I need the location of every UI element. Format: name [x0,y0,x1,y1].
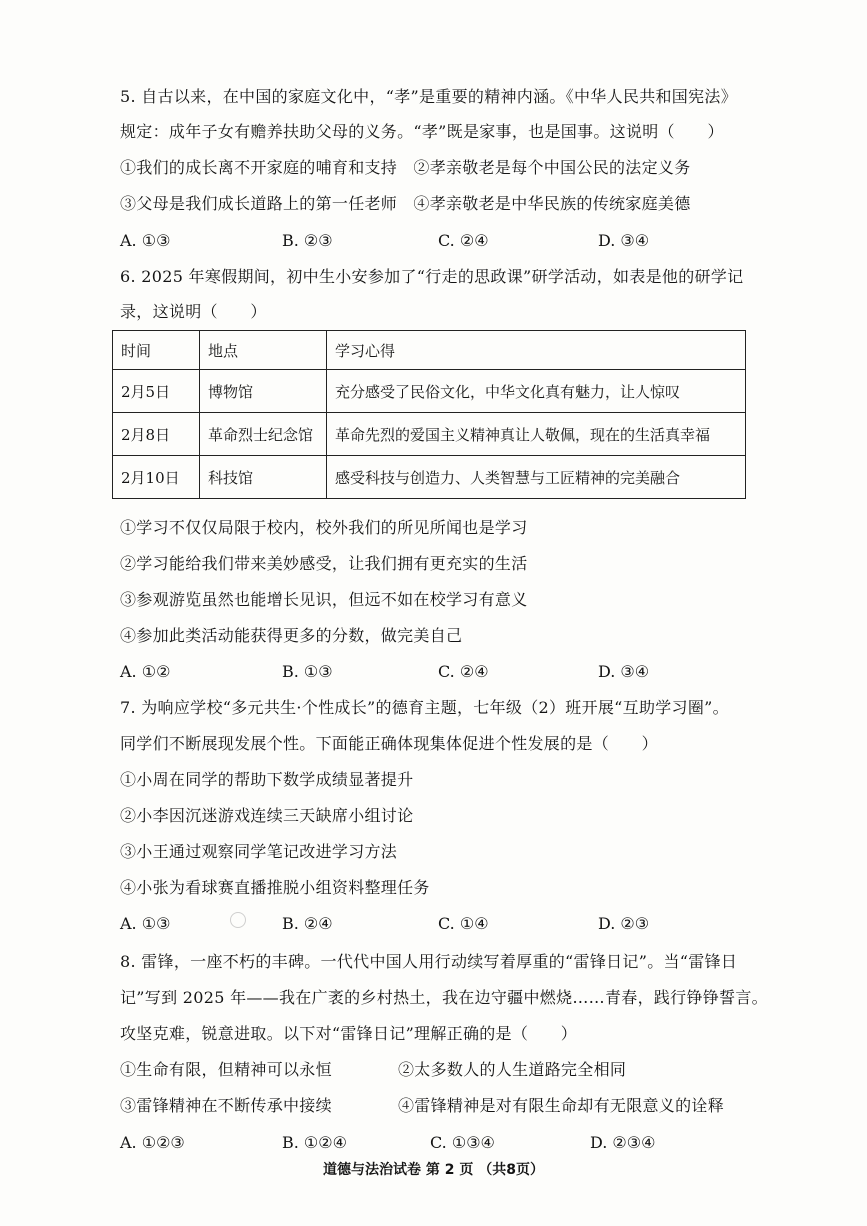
q7-statement-2: ②小李因沉迷游戏连续三天缺席小组讨论 [120,806,414,825]
q7-stem-line2: 同学们不断展现发展个性。下面能正确体现集体促进个性发展的是（ ） [120,734,658,753]
table-header-row [113,331,746,370]
q5-stem-line2: 规定：成年子女有赡养扶助父母的义务。“孝”既是家事，也是国事。这说明（ ） [120,122,724,141]
q8-statement-3: ③雷锋精神在不断传承中接续 [120,1096,332,1115]
q6-statement-3: ③参观游览虽然也能增长见识，但远不如在校学习有意义 [120,590,528,609]
q6-option-d[interactable]: D. ③④ [598,662,650,681]
q8-stem-line1: 8. 雷锋，一座不朽的丰碑。一代代中国人用行动续写着厚重的“雷锋日记”。当“雷锋日 [120,952,738,971]
table-cell-place: 革命烈士纪念馆 [200,413,327,456]
table-cell-time: 2月10日 [113,456,200,499]
q5-stem-line1: 5. 自古以来，在中国的家庭文化中，“孝”是重要的精神内涵。《中华人民共和国宪法》 [120,87,738,106]
faint-stamp-mark [230,912,246,928]
table-row [113,370,746,413]
q7-stem-line1: 7. 为响应学校“多元共生·个性成长”的德育主题，七年级（2）班开展“互助学习圈”。 [120,698,729,717]
q7-statement-3: ③小王通过观察同学笔记改进学习方法 [120,842,398,861]
q5-option-a[interactable]: A. ①③ [120,231,171,250]
table-cell-notes: 革命先烈的爱国主义精神真让人敬佩，现在的生活真幸福 [327,413,746,456]
q6-statement-4: ④参加此类活动能获得更多的分数，做完美自己 [120,626,463,645]
q7-option-b[interactable]: B. ②④ [282,914,333,933]
q8-statement-4: ④雷锋精神是对有限生命却有无限意义的诠释 [398,1096,725,1115]
q6-statement-2: ②学习能给我们带来美妙感受，让我们拥有更充实的生活 [120,554,528,573]
q6-option-a[interactable]: A. ①② [120,662,171,681]
q5-statements-line1: ①我们的成长离不开家庭的哺育和支持 ②孝亲敬老是每个中国公民的法定义务 [120,158,691,177]
q5-option-d[interactable]: D. ③④ [598,231,650,250]
table-row [113,456,746,499]
q5-option-b[interactable]: B. ②③ [282,231,333,250]
table-cell-notes: 感受科技与创造力、人类智慧与工匠精神的完美融合 [327,456,746,499]
q7-option-d[interactable]: D. ②③ [598,914,650,933]
q7-statement-4: ④小张为看球赛直播推脱小组资料整理任务 [120,878,430,897]
q6-stem-line2: 录，这说明（ ） [120,302,267,321]
q8-option-b[interactable]: B. ①②④ [282,1133,347,1152]
q8-stem-line3: 攻坚克难，锐意进取。以下对“雷锋日记”理解正确的是（ ） [120,1024,578,1043]
q6-stem-line1: 6. 2025 年寒假期间，初中生小安参加了“行走的思政课”研学活动，如表是他的研学记 [120,267,744,286]
table-header-notes: 学习心得 [327,331,746,370]
q7-statement-1: ①小周在同学的帮助下数学成绩显著提升 [120,770,414,789]
q8-option-c[interactable]: C. ①③④ [430,1133,495,1152]
table-row [113,413,746,456]
table-cell-time: 2月5日 [113,370,200,413]
q6-option-c[interactable]: C. ②④ [438,662,489,681]
q8-statement-1: ①生命有限，但精神可以永恒 [120,1060,332,1079]
table-cell-notes: 充分感受了民俗文化，中华文化真有魅力，让人惊叹 [327,370,746,413]
table-cell-place: 科技馆 [200,456,327,499]
q7-option-a[interactable]: A. ①③ [120,914,171,933]
q8-option-a[interactable]: A. ①②③ [120,1133,185,1152]
q8-option-d[interactable]: D. ②③④ [590,1133,656,1152]
page-footer: 道德与法治试卷 第 2 页 （共8页） [323,1162,544,1178]
q7-option-c[interactable]: C. ①④ [438,914,489,933]
table-header-time: 时间 [113,331,200,370]
q6-statement-1: ①学习不仅仅局限于校内，校外我们的所见所闻也是学习 [120,518,528,537]
q6-option-b[interactable]: B. ①③ [282,662,333,681]
q5-option-c[interactable]: C. ②④ [438,231,489,250]
study-record-table [112,330,746,499]
table-cell-time: 2月8日 [113,413,200,456]
q8-statement-2: ②太多数人的人生道路完全相同 [398,1060,627,1079]
table-cell-place: 博物馆 [200,370,327,413]
table-header-place: 地点 [200,331,327,370]
q8-stem-line2: 记”写到 2025 年——我在广袤的乡村热土，我在边守疆中燃烧……青春，践行铮铮誓言。 [120,988,768,1007]
q5-statements-line2: ③父母是我们成长道路上的第一任老师 ④孝亲敬老是中华民族的传统家庭美德 [120,194,691,213]
